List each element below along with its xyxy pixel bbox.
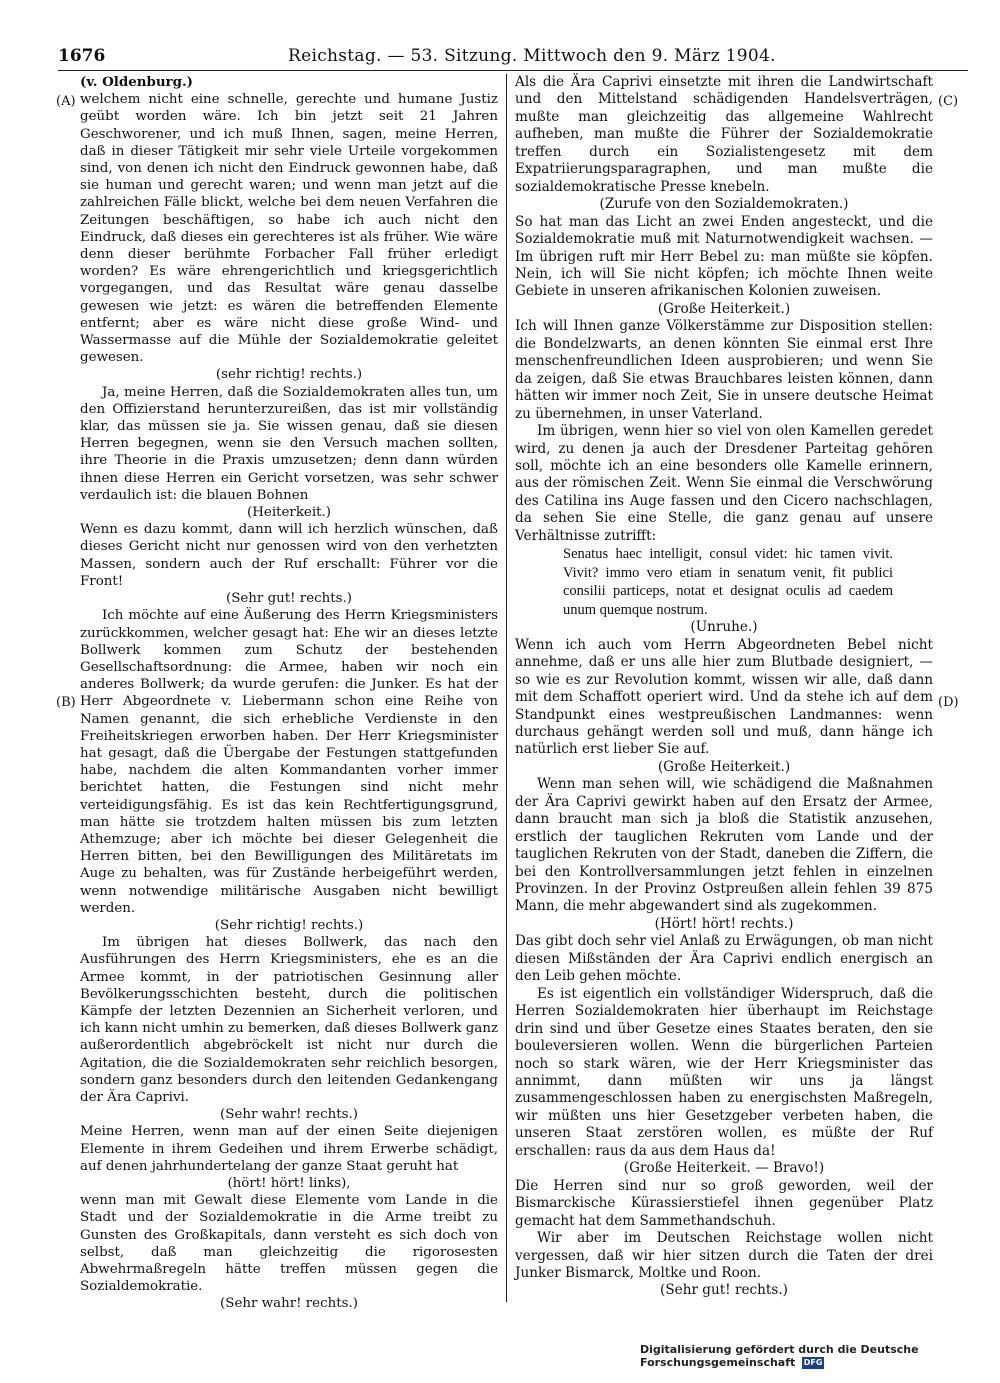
paragraph: Meine Herren, wenn man auf der einen Seite diejenigen Elemente in ihrem Gedeihen und ihrem Erwerbe schädigt, auf denen jahrhundertelang der ganze Staat geruht hat [80,1124,498,1174]
page-number: 1676 [58,46,106,66]
interjection: (Große Heiterkeit. — Bravo!) [623,1160,825,1177]
interjection: (sehr richtig! rechts.) [215,367,363,383]
speaker-label: (v. Oldenburg.) [80,74,193,90]
paragraph: Die Herren sind nur so groß geworden, weil der Bismarckische Kürassierstiefel ihnen gegenüber Platz gemacht hat dem Sammethandschuh. [515,1177,933,1229]
interjection: (Hört! hört! rechts.) [654,915,794,932]
paragraph: Ich will Ihnen ganze Völkerstämme zur Disposition stellen: die Bondelzwarts, an denen könnten Sie einmal erst Ihre menschenfreundlichen Ideen ausprobieren; und wenn Sie da zeigen, daß Sie etwas Brauchbares leisten können, dann hätten wir immer noch Zeit, Sie in unsere deutsche Heimat zu übernehmen, in unser Vaterland. [515,318,933,422]
margin-mark-b: (B) [56,695,76,710]
dfg-logo: DFG [803,1358,823,1367]
interjection: (Sehr gut! rechts.) [225,591,352,607]
paragraph: Das gibt doch sehr viel Anlaß zu Erwägungen, ob man nicht diesen Mißständen der Ära Caprivi endlich energisch an den Leib gehen möchte. [515,933,933,985]
paragraph: Im übrigen, wenn hier so viel von olen Kamellen geredet wird, zu denen ja auch der Dresdener Parteitag gehören soll, möchte ich an eine besonders olle Kamelle erinnern, aus der römischen Zeit. Wenn Sie einmal die Verschwörung des Catilina ins Auge fassen und den Cicero nachschlagen, da sehen Sie eine Stelle, die ganz genau auf unsere Verhältnisse zutrifft: [515,423,933,544]
interjection: (Sehr wahr! rechts.) [220,1107,358,1123]
paragraph: So hat man das Licht an zwei Enden angesteckt, und die Sozialdemokratie muß mit Naturnotwendigkeit wachsen. — Im übrigen ruft mir Herr Bebel zu: man müßte sie köpfen. Nein, ich will Sie nicht köpfen; ich möchte Ihnen weite Gebiete in unseren afrikanischen Kolonien zuweisen. [515,213,933,300]
left-column [80,74,498,1313]
paragraph: Wenn es dazu kommt, dann will ich herzlich wünschen, daß dieses Gericht nicht nur genossen wird von den verhetzten Massen, sondern auch der Ruf erschallt: Führer vor die Front! [80,522,498,589]
column-divider [506,74,507,1302]
interjection: (hört! hört! links), [227,1176,351,1191]
margin-mark-a: (A) [56,94,76,109]
digitization-credit [640,1343,1000,1369]
paragraph: wenn man mit Gewalt diese Elemente vom Lande in die Stadt und der Sozialdemokratie in die Arme treibt zu Gunsten des Großkapitals, dann versteht es sich doch von selbst, daß man gleichzeitig die rigorosesten Abwehrmaßregeln hätte treffen müssen gegen die Sozialdemokratie. [80,1193,498,1295]
running-title: Reichstag. — 53. Sitzung. Mittwoch den 9. März 1904. [288,46,776,66]
interjection: (Unruhe.) [690,619,758,636]
paragraph: Wir aber im Deutschen Reichstage wollen nicht vergessen, daß wir hier sitzen durch die Taten der drei Junker Bismarck, Moltke und Roon. [515,1230,933,1281]
paragraph: Ja, meine Herren, daß die Sozialdemokraten alles tun, um den Offizierstand herunterzureißen, das ist mir vollständig klar, das müssen sie ja. Sie wissen genau, daß sie diesen Herren begegnen, wenn sie den Versuch machen sollten, ihre Theorie in die Praxis umzusetzen; denn dann würden ihnen diese Herren ein Gericht vorsetzen, was sehr schwer verdaulich ist: die blauen Bohnen [80,384,498,503]
interjection: (Sehr richtig! rechts.) [214,917,364,933]
paragraph: Als die Ära Caprivi einsetzte mit ihren die Landwirtschaft und den Mittelstand schädigenden Handelsverträgen, mußte man gleichzeitig das allgemeine Wahlrecht aufheben, man mußte die Führer der Sozialdemokratie treffen durch ein Sozialistengesetz mit dem Expatriierungsparagraphen, und man mußte die sozialdemokratische Presse knebeln. [515,74,933,195]
interjection: (Sehr wahr! rechts.) [220,1296,358,1312]
paragraph: Wenn man sehen will, wie schädigend die Maßnahmen der Ära Caprivi gewirkt haben auf den Ersatz der Armee, dann braucht man sich ja bloß die Statistik anzusehen, erstlich der tauglichen Rekruten vom Lande und der tauglichen Rekruten von der Stadt, daneben die Ziffern, die bei den Kontrollversammlungen jetzt fehlen in einzelnen Provinzen. In der Provinz Ostpreußen allein fehlen 39 875 Mann, die mehr abgewandert sind als zugekommen. [515,776,933,915]
interjection: (Sehr gut! rechts.) [660,1282,788,1299]
latin-quotation: Senatus haec intelligit, consul videt: hic tamen vivit. Vivit? immo vero etiam in senatum venit, fit publici consilii particeps, notat et designat oculis ad caedem unum quemque nostrum. [563,546,893,618]
interjection: (Heiterkeit.) [247,505,331,521]
paragraph: Es ist eigentlich ein vollständiger Widerspruch, daß die Herren Sozialdemokraten hier überhaupt im Reichstage drin sind und über Gesetze eines Staates beraten, den sie bouleversieren wollen. Wenn die bürgerlichen Parteien noch so stark wären, wie der Herr Kriegsminister das annimmt, dann müßten wir uns ja längst zusammengeschlossen haben zu energischsten Maßregeln, wir müßten uns hier Gesetzgeber verbeten haben, die unseren Staat zerstören wollen, es müßte der Ruf erschallen: raus da aus dem Haus da! [515,985,933,1159]
paragraph: Ich möchte auf eine Äußerung des Herrn Kriegsministers zurückkommen, welcher gesagt hat: Ehe wir an dieses letzte Bollwerk kommen zum Schutz der bestehenden Gesellschaftsordnung: die Armee, haben wir noch ein anderes Bollwerk; da wurde gerufen: die Junker. Es hat der Herr Abgeordnete v. Liebermann schon eine Reihe von Namen genannt, die sich erhebliche Verdienste in den Freiheitskriegen erworben haben. Der Herr Kriegsminister hat gesagt, daß die Übergabe der Festungen stattgefunden habe, nachdem die alten Kommandanten vorher immer berichtet hatten, die Festungen sind nicht mehr verteidigungsfähig. Es ist das kein Rechtfertigungsgrund, man hätte sie trotzdem halten müssen bis zum letzten Athemzuge; aber ich möchte bei dieser Gelegenheit die Herren bitten, bei den Bewilligungen des Militäretats im Auge zu behalten, was für Zustände herbeigeführt werden, wenn notwendige militärische Ausgaben nicht bewilligt werden. [80,608,498,916]
page-header [58,44,968,71]
interjection: (Zurufe von den Sozialdemokraten.) [599,196,849,213]
paragraph: Im übrigen hat dieses Bollwerk, das nach den Ausführungen des Herrn Kriegsministers, ehe es an die Armee kommt, in der patriotischen Gesinnung aller Bevölkerungsschichten besteht, durch die politischen Kämpfe der letzten Dezennien an Sicherheit verloren, und ich kann nicht umhin zu bemerken, daß dieses Bollwerk ganz außerordentlich abgebröckelt ist nicht nur durch die Agitation, die die Sozialdemokraten sehr reichlich besorgen, sondern ganz besonders durch den leitenden Gedankengang der Ära Caprivi. [80,935,498,1105]
credit-text: Digitalisierung gefördert durch die Deutsche Forschungsgemeinschaft [640,1343,919,1369]
margin-mark-c: (C) [938,94,959,109]
paragraph: Wenn ich auch vom Herrn Abgeordneten Bebel nicht annehme, daß er uns alle hier zum Blutbade designiert, — so wie es zur Revolution kommt, wissen wir alle, daß dann mit dem Schaffott operiert wird. Und da stehe ich auf dem Standpunkt eines westpreußischen Landmannes: wenn durchaus gehängt werden soll und muß, dann hänge ich natürlich erst lieber Sie auf. [515,636,933,758]
interjection: (Große Heiterkeit.) [657,300,791,317]
paragraph: welchem nicht eine schnelle, gerechte und humane Justiz geübt worden wäre. Ich bin jetzt seit 21 Jahren Geschworener, und ich muß Ihnen, sagen, meine Herren, daß in dieser Tätigkeit mir sehr viele Urteile vorgekommen sind, von denen ich nicht den Eindruck gewonnen habe, daß sie human und gerecht waren; und wenn man jetzt auf die zahlreichen Fälle blickt, welche bei dem neuen Verfahren die Zeitungen beschäftigen, so habe ich auch nicht den Eindruck, daß dieses ein gerechteres ist als früher. Wie wäre denn dieser berühmte Forbacher Fall früher erledigt worden? Es wäre ehrengerichtlich und kriegsgerichtlich vorgegangen, und das Resultat wäre genau dasselbe gewesen wie jetzt: es wären die betreffenden Elemente entfernt; aber es wäre nicht diese große Wind- und Wassermasse auf die Mühle der Sozialdemokratie geleitet gewesen. [80,92,498,366]
margin-mark-d: (D) [938,695,959,710]
interjection: (Große Heiterkeit.) [657,758,791,775]
right-column [515,74,933,1300]
